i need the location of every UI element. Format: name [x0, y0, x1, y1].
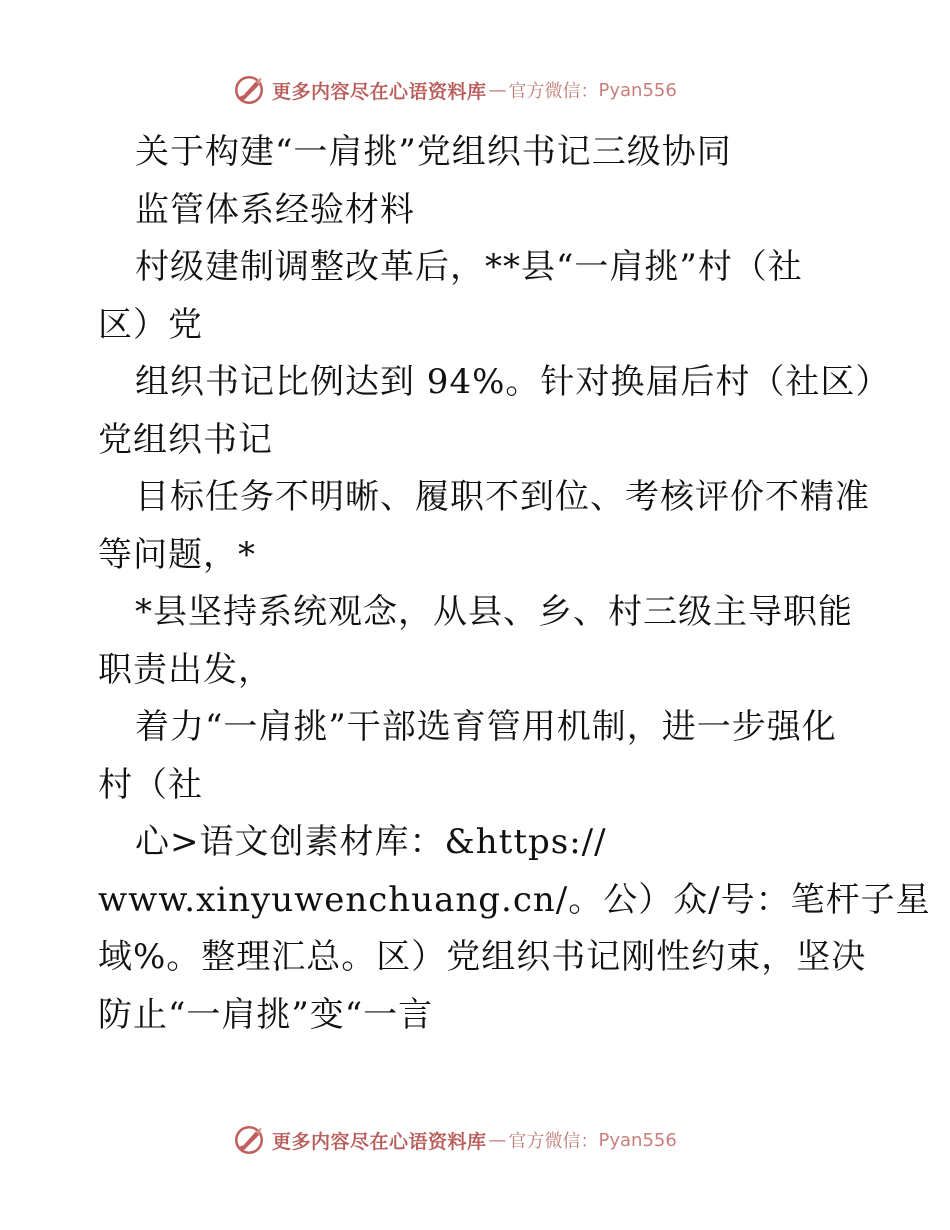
header-banner [232, 70, 752, 110]
banner-site-name: 更多内容尽在心语资料库 [272, 80, 487, 103]
body-line: 等问题，* [98, 534, 256, 575]
body-line: 村级建制调整改革后，**县“一肩挑”村（社 [135, 247, 803, 287]
banner-label: 官方微信： [508, 81, 599, 102]
document-body [98, 124, 931, 1044]
body-line: 村（社 [98, 764, 203, 805]
body-line: 区）党 [98, 304, 203, 345]
banner-label: 官方微信： [508, 1131, 599, 1152]
body-line: 关于构建“一肩挑”党组织书记三级协同 [135, 132, 732, 172]
body-line: 目标任务不明晰、履职不到位、考核评价不精准 [135, 477, 870, 517]
body-line: 职责出发， [98, 649, 273, 690]
footer-banner [232, 1120, 752, 1160]
body-line: 域%。整理汇总。区）党组织书记刚性约束，坚决 [98, 937, 867, 977]
banner-site-name: 更多内容尽在心语资料库 [272, 1130, 487, 1153]
quill-logo-icon [232, 73, 266, 107]
body-line: 着力“一肩挑”干部选育管用机制，进一步强化 [135, 707, 837, 747]
body-line: *县坚持系统观念，从县、乡、村三级主导职能 [135, 592, 853, 632]
banner-dash: — [488, 79, 507, 101]
banner-dash: — [488, 1129, 507, 1151]
body-line: www.xinyuwenchuang.cn/。公）众/号：笔杆子星 [98, 879, 931, 920]
banner-handle: Pyan556 [598, 79, 677, 101]
quill-logo-icon [232, 1123, 266, 1157]
body-line: 党组织书记 [98, 419, 273, 460]
body-line: 组织书记比例达到 94%。针对换届后村（社区） [135, 362, 891, 402]
body-line: 监管体系经验材料 [135, 189, 415, 230]
banner-handle: Pyan556 [598, 1129, 677, 1151]
body-line: 心>语文创素材库：&https:// [135, 822, 607, 862]
body-line: 防止“一肩挑”变“一言 [98, 994, 434, 1035]
